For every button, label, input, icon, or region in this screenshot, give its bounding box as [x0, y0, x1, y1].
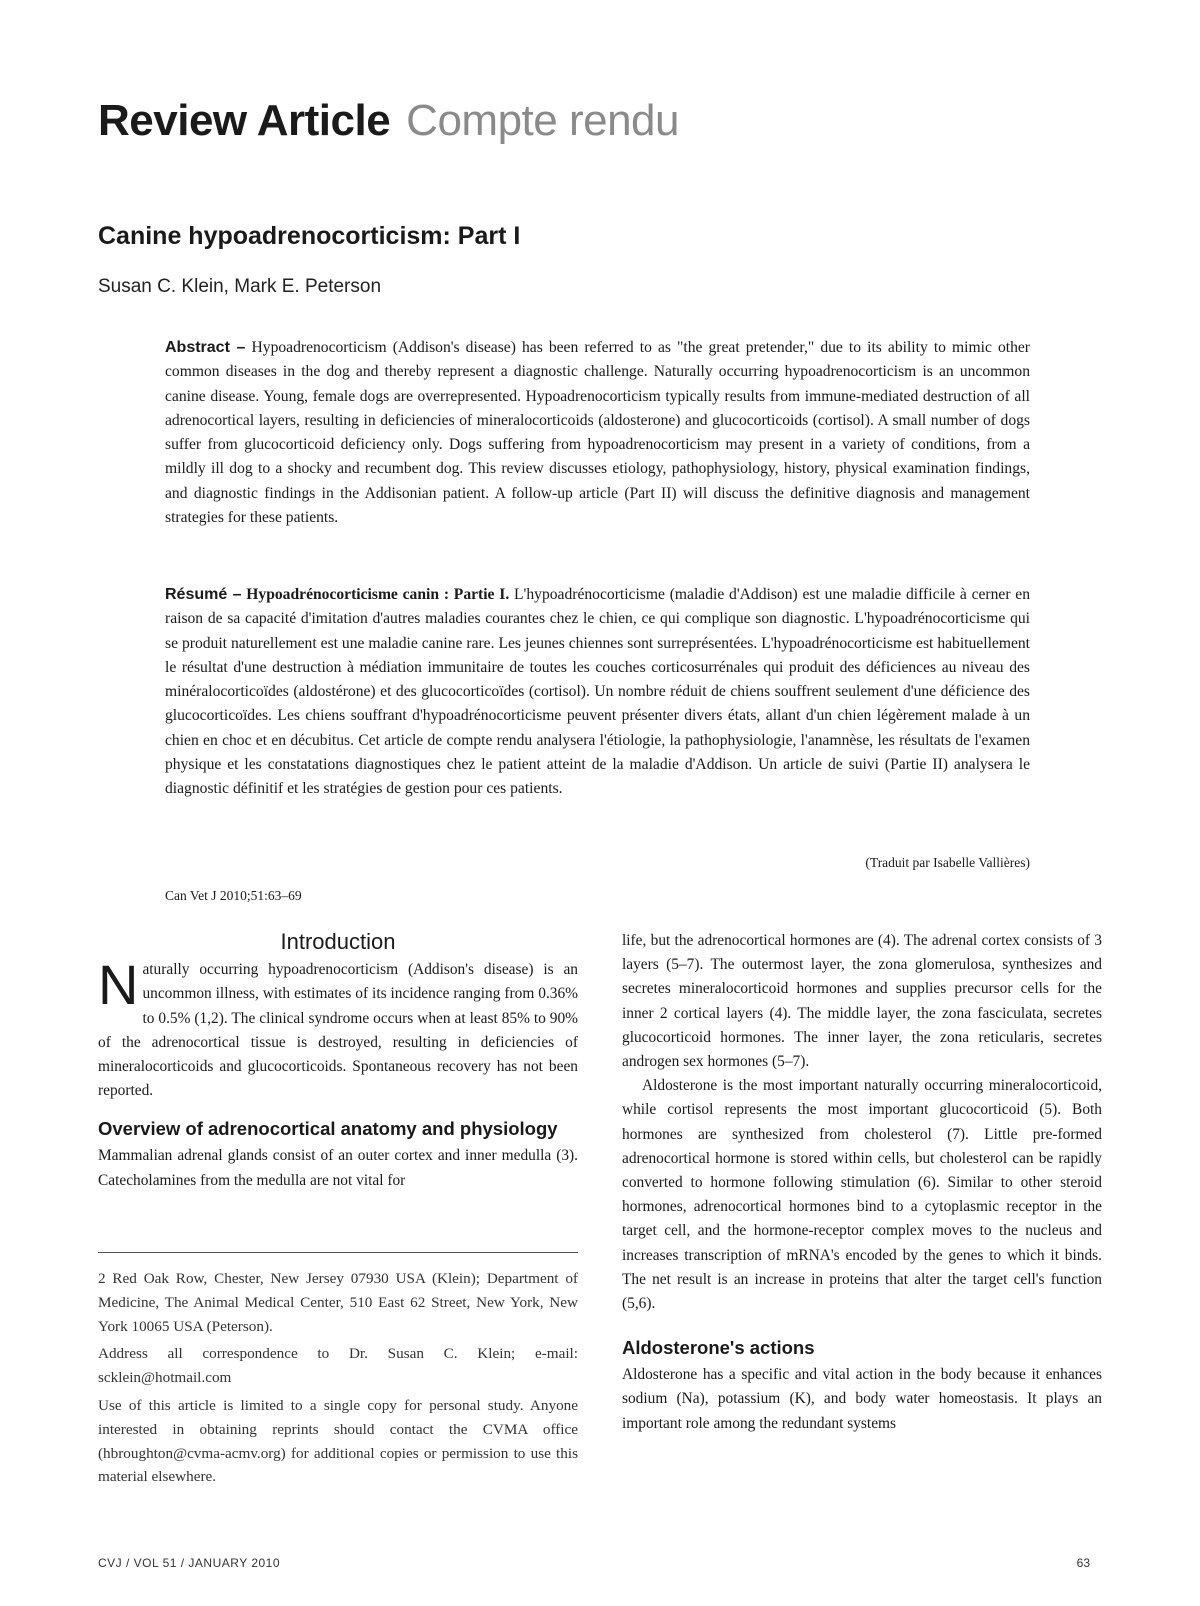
article-authors: Susan C. Klein, Mark E. Peterson — [98, 276, 382, 297]
section-label-fr: Compte rendu — [406, 96, 679, 145]
aldosterone-paragraph: Aldosterone has a specific and vital action in the body because it enhances sodium (Na), potassium (K), and body water homeostasis. It plays an important role among the redundant systems — [622, 1366, 1102, 1432]
resume-text: L'hypoadrénocorticisme (maladie d'Addison) est une maladie difficile à cerner en raison de sa capacité d'imitation d'autres maladies courantes chez le chien, ce qui complique son diagnostic. L'hypoadrénocorticisme qui se produit naturellement est une maladie canine rare. Les jeunes chiennes sont surreprésentées. L'hypoadrénocorticisme est habituellement le résultat d'une destruction à médiation immunitaire de toutes les couches corticosurrénales qui produit des déficiences au niveau des minéralocorticoïdes (aldostérone) et des glucocorticoïdes (cortisol). Un nombre réduit de chiens souffrent seulement d'une déficience des glucocorticoïdes. Les chiens souffrant d'hypoadrénocorticisme peuvent présenter divers états, allant d'un chien légèrement malade à un chien en choc et en décubitus. Cet article de compte rendu analysera l'étiologie, la pathophysiologie, l'anamnèse, les résultats de l'examen physique et les constatations diagnostiques chez le patient atteint de la maladie d'Addison. Un article de suivi (Partie II) analysera le diagnostic définitif et les stratégies de gestion pour ces patients. — [165, 586, 1031, 798]
resume — [165, 583, 1030, 802]
footnote-correspondence: Address all correspondence to Dr. Susan C. Klein; e-mail: scklein@hotmail.com — [98, 1345, 578, 1387]
overview-heading: Overview of adrenocortical anatomy and physiology — [98, 1118, 558, 1140]
footnotes — [98, 1252, 578, 1493]
aldosterone-heading: Aldosterone's actions — [622, 1337, 815, 1359]
section-label-en: Review Article — [98, 96, 391, 145]
resume-title: Hypoadrénocorticisme canin : Partie I. — [246, 586, 510, 603]
footnote-affiliation: 2 Red Oak Row, Chester, New Jersey 07930 USA (Klein); Department of Medicine, The Animal Medical Center, 510 East 62 Street, New York, New York 10065 USA (Peterson). — [98, 1270, 578, 1335]
abstract — [165, 336, 1030, 530]
introduction-heading: Introduction — [280, 929, 396, 954]
right-column — [622, 929, 1102, 1436]
introduction-text: aturally occurring hypoadrenocorticism (Addison's disease) is an uncommon illness, with estimates of its incidence ranging from 0.36% to 0.5% (1,2). The clinical syndrome occurs when at least 85% to 90% of the adrenocortical tissue is destroyed, resulting in deficiencies of mineralocorticoids and glucocorticoids. Spontaneous recovery has not been reported. — [98, 961, 578, 1100]
abstract-text: Hypoadrenocorticism (Addison's disease) has been referred to as "the great pretender," due to its ability to mimic other common diseases in the dog and thereby represent a diagnostic challenge. Naturally occurring hypoadrenocorticism is an uncommon canine disease. Young, female dogs are overrepresented. Hypoadrenocorticism typically results from immune-mediated destruction of all adrenocortical layers, resulting in deficiencies of mineralocorticoids (aldosterone) and glucocorticoids (cortisol). A small number of dogs suffer from glucocorticoid deficiency only. Dogs suffering from hypoadrenocorticism may present in a variety of conditions, from a mildly ill dog to a shocky and recumbent dog. This review discusses etiology, pathophysiology, history, physical examination findings, and diagnostic findings in the Addisonian patient. A follow-up article (Part II) will discuss the definitive diagnosis and management strategies for these patients. — [165, 339, 1031, 527]
right-paragraph-1: life, but the adrenocortical hormones are (4). The adrenal cortex consists of 3 layers (5–7). The outermost layer, the zona glomerulosa, synthesizes and secretes mineralocorticoid hormones and supplies precursor cells for the inner 2 cortical layers (4). The middle layer, the zona fasciculata, secretes glucocorticoid hormones. The inner layer, the zona reticularis, secretes androgen sex hormones (5–7). — [622, 932, 1102, 1071]
left-column — [98, 930, 578, 1193]
overview-paragraph: Mammalian adrenal glands consist of an outer cortex and inner medulla (3). Catecholamines from the medulla are not vital for — [98, 1147, 578, 1189]
resume-label: Résumé – — [165, 586, 242, 603]
drop-cap: N — [98, 953, 139, 1017]
footnote-usage: Use of this article is limited to a single copy for personal study. Anyone interested in obtaining reprints should contact the CVMA office (hbroughton@cvma-acmv.org) for additional copies or permission to use this material elsewhere. — [98, 1396, 578, 1486]
footer-page-number: 63 — [1076, 1556, 1090, 1570]
introduction-paragraph — [98, 953, 578, 1103]
translator-credit: (Traduit par Isabelle Vallières) — [865, 855, 1030, 870]
article-title: Canine hypoadrenocorticism: Part I — [98, 222, 521, 250]
abstract-label: Abstract – — [165, 339, 246, 356]
section-header — [98, 96, 679, 146]
footer-journal: CVJ / VOL 51 / JANUARY 2010 — [98, 1556, 281, 1570]
journal-citation: Can Vet J 2010;51:63–69 — [165, 888, 302, 903]
right-paragraph-2: Aldosterone is the most important naturally occurring mineralocorticoid, while cortisol represents the most important glucocorticoid (5). Both hormones are synthesized from cholesterol (7). Little pre-formed adrenocortical hormone is stored within cells, but cholesterol can be rapidly converted to hormone following stimulation (6). Similar to other steroid hormones, adrenocortical hormones bind to a cytoplasmic receptor in the target cell, and the hormone-receptor complex moves to the nucleus and increases transcription of mRNA's encoded by the genes to which it binds. The net result is an increase in proteins that alter the target cell's function (5,6). — [622, 1077, 1102, 1313]
